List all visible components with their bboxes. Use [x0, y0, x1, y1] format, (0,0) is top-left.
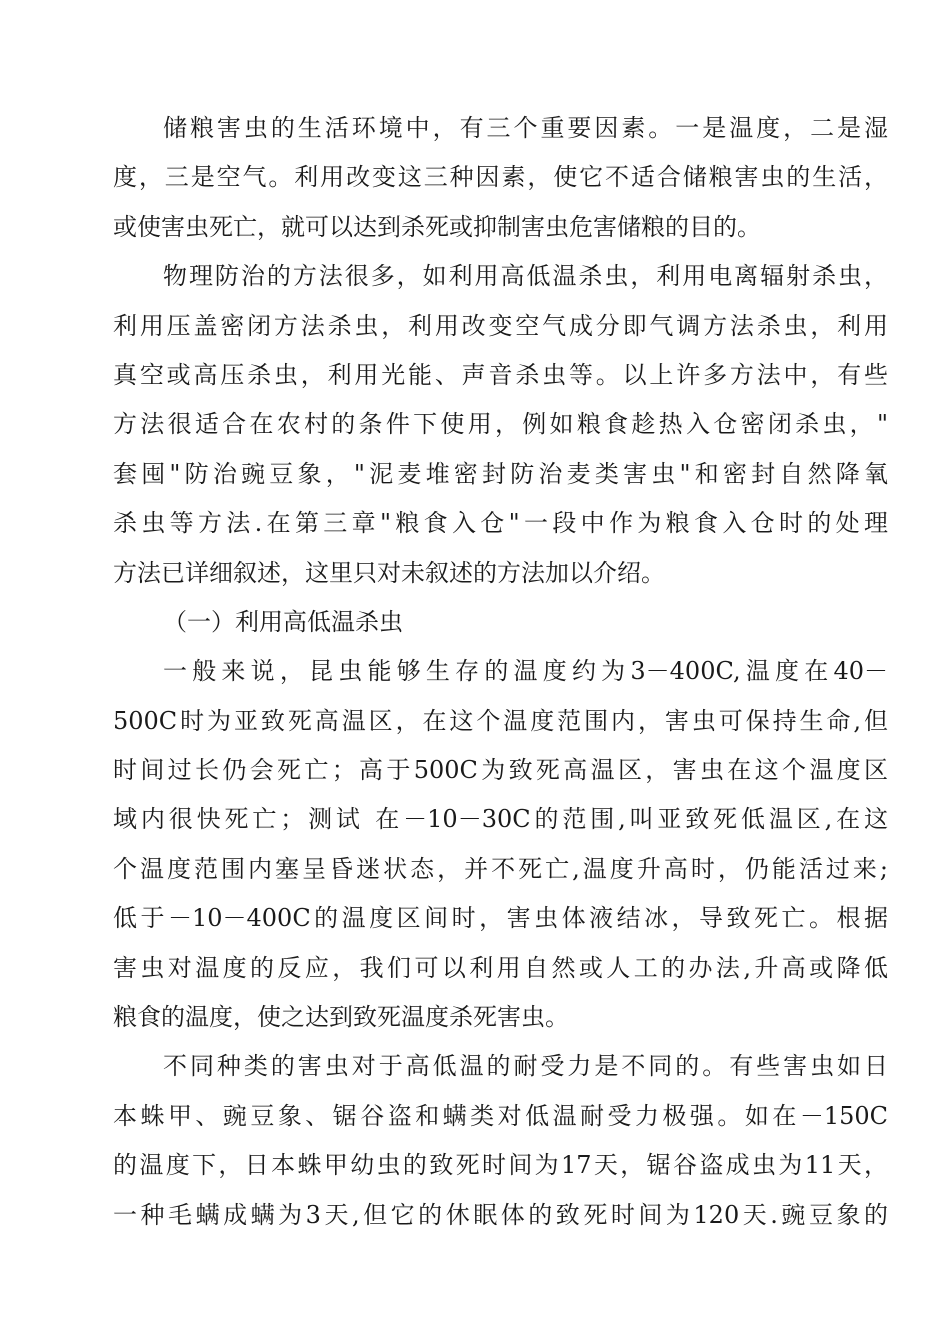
paragraph-line: 杀虫等方法.在第三章"粮食入仓"一段中作为粮食入仓时的处理 — [113, 509, 888, 538]
paragraph-line: 真空或高压杀虫，利用光能、声音杀虫等。以上许多方法中，有些 — [113, 360, 888, 389]
paragraph-line: 个温度范围内塞呈昏迷状态，并不死亡,温度升高时，仍能活过来; — [113, 854, 888, 883]
paragraph-line: 本蛛甲、豌豆象、锯谷盗和螨类对低温耐受力极强。如在－150C — [113, 1101, 888, 1130]
paragraph-line: 物理防治的方法很多，如利用高低温杀虫，利用电离辐射杀虫， — [163, 262, 888, 291]
paragraph-line: 害虫对温度的反应，我们可以利用自然或人工的办法,升高或降低 — [113, 953, 888, 982]
paragraph-line: 低于－10－400C的温度区间时，害虫体液结冰，导致死亡。根据 — [113, 904, 888, 933]
paragraph-line: 套囤"防治豌豆象，"泥麦堆密封防治麦类害虫"和密封自然降氧 — [113, 459, 888, 488]
paragraph-line: 一种毛螨成螨为3天,但它的休眠体的致死时间为120天.豌豆象的 — [113, 1200, 888, 1229]
paragraph-line: 或使害虫死亡，就可以达到杀死或抑制害虫危害储粮的目的。 — [113, 212, 761, 241]
paragraph-line: 不同种类的害虫对于高低温的耐受力是不同的。有些害虫如日 — [163, 1052, 888, 1081]
paragraph-line: 方法已详细叙述，这里只对未叙述的方法加以介绍。 — [113, 558, 665, 587]
paragraph-line: 时间过长仍会死亡；高于500C为致死高温区，害虫在这个温度区 — [113, 756, 888, 785]
paragraph-line: 利用压盖密闭方法杀虫，利用改变空气成分即气调方法杀虫，利用 — [113, 311, 888, 340]
paragraph-line: 度，三是空气。利用改变这三种因素，使它不适合储粮害虫的生活， — [113, 163, 888, 192]
paragraph-line: 储粮害虫的生活环境中，有三个重要因素。一是温度，二是湿 — [163, 114, 888, 142]
section-heading: （一）利用高低温杀虫 — [163, 607, 403, 636]
body-text — [113, 104, 888, 1240]
paragraph-line: 方法很适合在农村的条件下使用，例如粮食趁热入仓密闭杀虫，" — [113, 410, 888, 439]
paragraph-line: 500C时为亚致死高温区，在这个温度范围内，害虫可保持生命,但 — [113, 706, 888, 735]
paragraph-line: 的温度下，日本蛛甲幼虫的致死时间为17天，锯谷盗成虫为11天， — [113, 1151, 888, 1180]
paragraph-line: 域内很快死亡；测试 在－10－30C的范围,叫亚致死低温区,在这 — [113, 805, 888, 834]
paragraph-line: 一般来说，昆虫能够生存的温度约为3－400C,温度在40－ — [163, 657, 888, 686]
paragraph-line: 粮食的温度，使之达到致死温度杀死害虫。 — [113, 1003, 569, 1032]
